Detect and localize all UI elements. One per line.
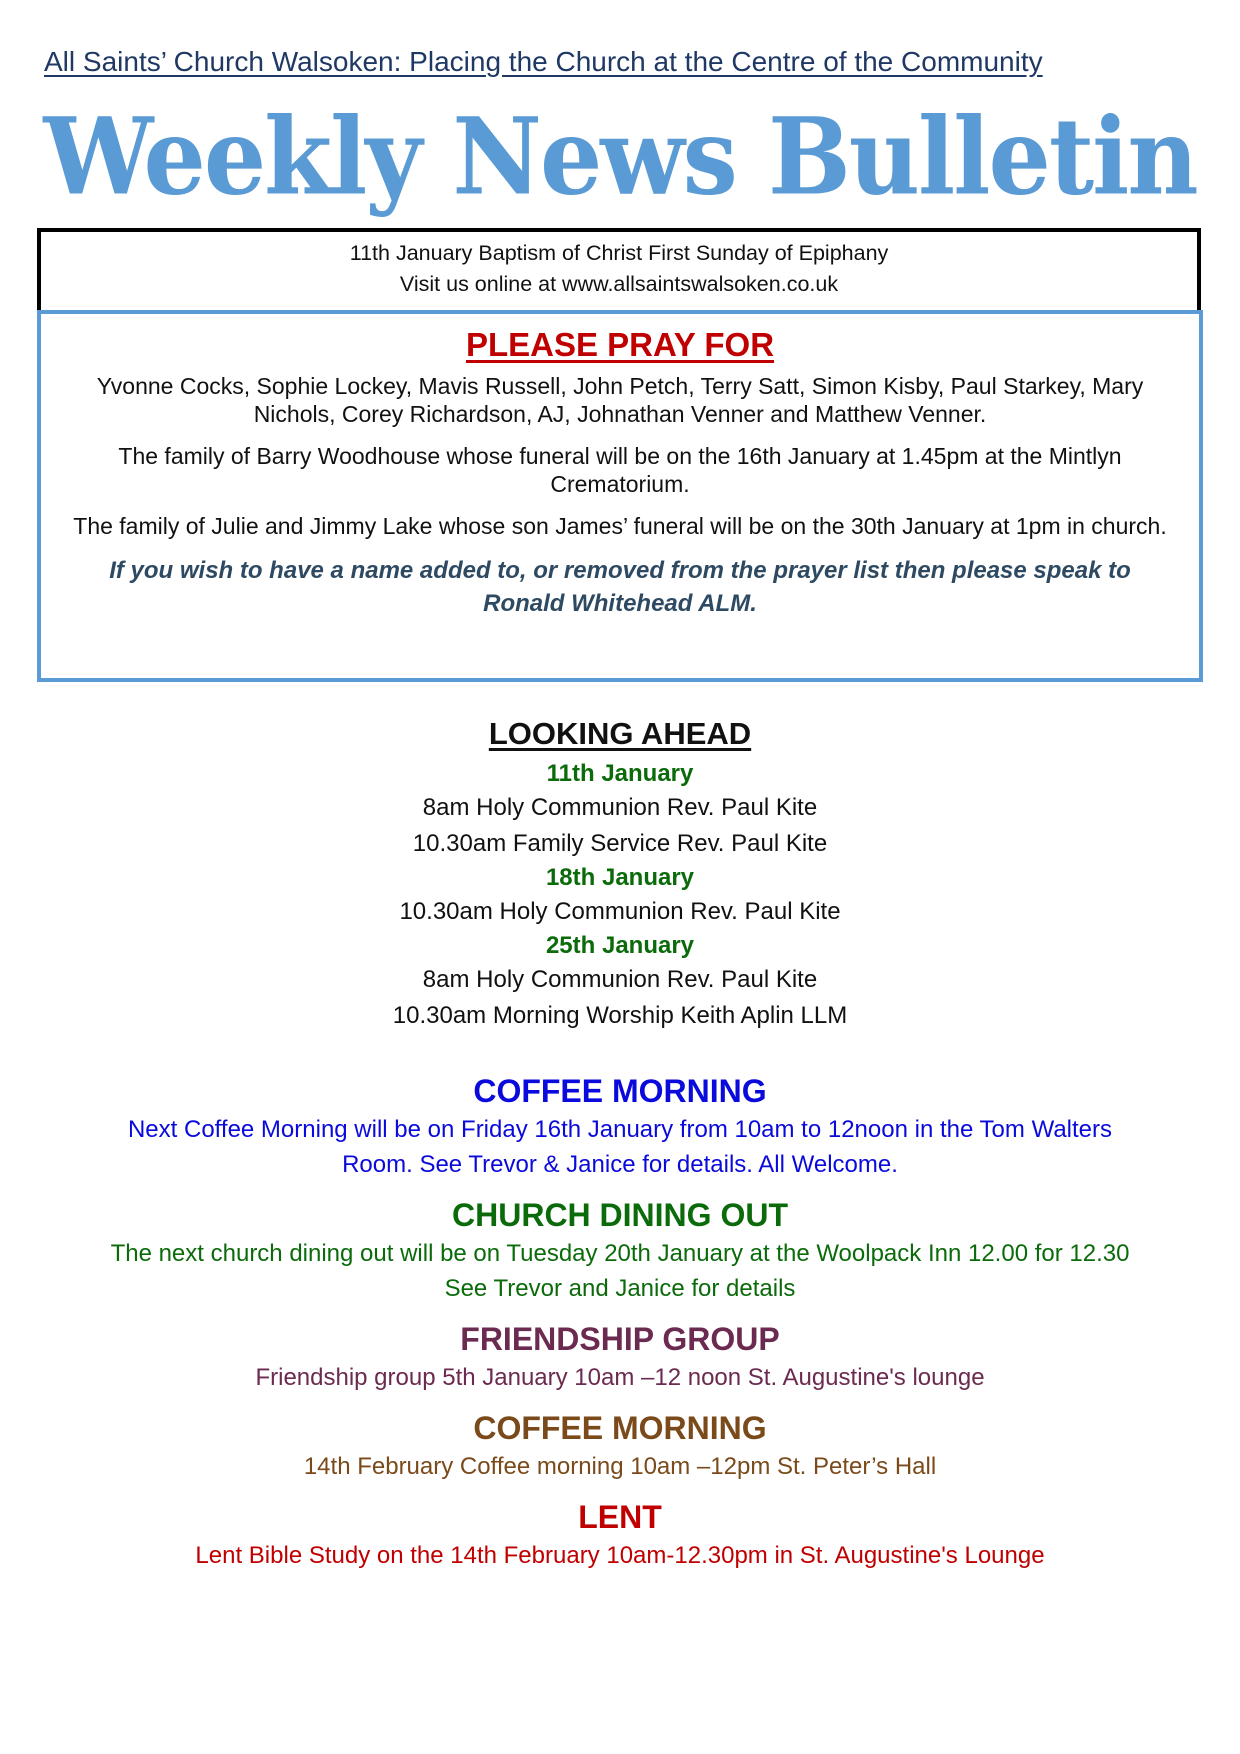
- prayer-family-lake: The family of Julie and Jimmy Lake whose son James’ funeral will be on the 30th January at 1pm in church.: [73, 513, 1167, 539]
- service-date: 25th January: [545, 932, 695, 959]
- coffee-morning-event: [0, 1070, 1240, 1182]
- service-item: 10.30am Holy Communion Rev. Paul Kite: [399, 898, 841, 925]
- looking-ahead-section: [0, 716, 1240, 1034]
- prayer-title: PLEASE PRAY FOR: [465, 326, 775, 363]
- event-text: See Trevor and Janice for details: [444, 1275, 796, 1302]
- event-title: COFFEE MORNING: [473, 1410, 767, 1446]
- looking-ahead-title: LOOKING AHEAD: [488, 716, 752, 751]
- church-dining-out-event: [0, 1194, 1240, 1306]
- info-sunday-line: 11th January Baptism of Christ First Sunday of Epiphany: [349, 241, 889, 265]
- event-title: CHURCH DINING OUT: [452, 1197, 788, 1233]
- event-title: FRIENDSHIP GROUP: [460, 1321, 780, 1357]
- event-text: Next Coffee Morning will be on Friday 16th January from 10am to 12noon in the Tom Walters: [127, 1116, 1113, 1143]
- service-item: 8am Holy Communion Rev. Paul Kite: [422, 966, 818, 993]
- service-item: 10.30am Morning Worship Keith Aplin LLM: [392, 1002, 848, 1029]
- church-tagline: All Saints’ Church Walsoken: Placing the Church at the Centre of the Community: [44, 46, 1043, 77]
- bulletin-title: Weekly News Bulletin: [43, 95, 1197, 220]
- event-text: Lent Bible Study on the 14th February 10am-12.30pm in St. Augustine's Lounge: [195, 1542, 1045, 1569]
- friendship-group-event: [0, 1318, 1240, 1395]
- prayer-family-woodhouse: The family of Barry Woodhouse whose funeral will be on the 16th January at 1.45pm at the Mintlyn Crematorium.: [118, 443, 1122, 497]
- service-item: 10.30am Family Service Rev. Paul Kite: [412, 830, 828, 857]
- prayer-names: Yvonne Cocks, Sophie Lockey, Mavis Russell, John Petch, Terry Satt, Simon Kisby, Paul Starkey, Mary Nichols, Corey Richardson, AJ, Johnathan Venner and Matthew Venner.: [96, 373, 1144, 427]
- event-text: 14th February Coffee morning 10am –12pm St. Peter’s Hall: [303, 1453, 937, 1480]
- info-website-line: Visit us online at www.allsaintswalsoken.co.uk: [399, 272, 839, 296]
- info-box: [37, 228, 1201, 310]
- event-text: Room. See Trevor & Janice for details. All Welcome.: [342, 1151, 898, 1178]
- prayer-box: [37, 310, 1203, 682]
- service-item: 8am Holy Communion Rev. Paul Kite: [422, 794, 818, 821]
- event-text: Friendship group 5th January 10am –12 noon St. Augustine's lounge: [255, 1364, 985, 1391]
- prayer-list-note: If you wish to have a name added to, or removed from the prayer list then please speak to Ronald Whitehead ALM.: [109, 557, 1131, 617]
- event-title: COFFEE MORNING: [473, 1073, 767, 1109]
- event-title: LENT: [578, 1499, 662, 1535]
- lent-event: [0, 1496, 1240, 1573]
- events-section: [0, 1070, 1240, 1585]
- coffee-morning-february-event: [0, 1407, 1240, 1484]
- service-date: 18th January: [545, 864, 695, 891]
- service-date: 11th January: [546, 760, 694, 787]
- event-text: The next church dining out will be on Tuesday 20th January at the Woolpack Inn 12.00 for 12.30: [110, 1240, 1130, 1267]
